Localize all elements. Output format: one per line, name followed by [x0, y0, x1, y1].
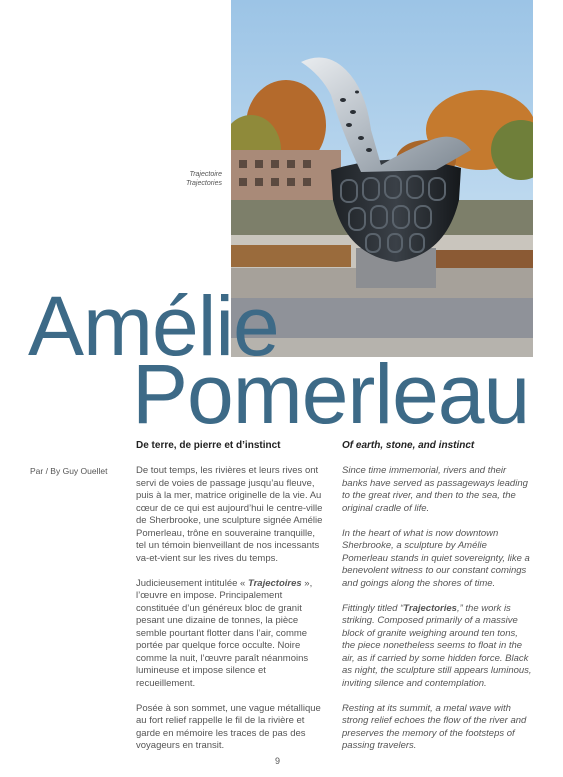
- english-work-title: Trajectories: [403, 602, 457, 614]
- english-heading: Of earth, stone, and instinct: [342, 440, 475, 451]
- french-column: [136, 440, 326, 765]
- artist-first-name: Amélie: [28, 279, 279, 373]
- photo-caption: [172, 170, 222, 188]
- english-paragraph-1: Since time immemorial, rivers and their banks have served as passageways leading to the great river, and then to the sea, the original cradle of life.: [342, 465, 528, 514]
- english-paragraph-3: Fittingly titled “Trajectories,” the work is striking. Composed primarily of a massive block of granite weighing around ten tons, the piece nonetheless seems to float in the air, as if carried by some hidden force. Black as night, the sculpture still appears luminous, inviting silence and contemplation.: [342, 602, 532, 689]
- page-number: 9: [275, 756, 281, 766]
- english-column: [342, 440, 532, 765]
- byline: Par / By Guy Ouellet: [30, 466, 108, 476]
- artist-last-name: Pomerleau: [132, 347, 530, 441]
- french-paragraph-2: Judicieusement intitulée « Trajectoires », l’œuvre en impose. Principalement constituée d’un généreux bloc de granit pesant une dizaine de tonnes, la pièce semble pourtant flotter dans l’air, comme portée par quelque force occulte. Noire comme la nuit, l’œuvre paraît néanmoins lumineuse et impose silence et recueillement.: [136, 577, 313, 689]
- photo-caption-fr: Trajectoire: [189, 171, 222, 178]
- french-paragraph-1: De tout temps, les rivières et leurs rives ont servi de voies de passage jusqu’au fleuve, puis à la mer, matrice originelle de la vie. Au cœur de ce qui est aujourd’hui le centre-ville de Sherbrooke, une sculpture signée Amélie Pomerleau, trône en souveraine tranquille, tel un témoin bienveillant de nos incessants va-et-vient sur les rives du temps.: [136, 465, 323, 564]
- photo-caption-en: Trajectories: [185, 180, 222, 187]
- english-paragraph-2: In the heart of what is now downtown Sherbrooke, a sculpture by Amélie Pomerleau stands in quiet sovereignty, like a benevolent witness to our constant comings and goings along the shores of time.: [342, 527, 530, 589]
- french-paragraph-3: Posée à son sommet, une vague métallique au fort relief rappelle le fil de la rivière et garde en mémoire les traces de pas des voyageurs en transit.: [136, 702, 321, 751]
- french-heading: De terre, de pierre et d’instinct: [136, 440, 281, 451]
- english-paragraph-4: Resting at its summit, a metal wave with strong relief echoes the flow of the river and preserves the memory of the footsteps of passing travelers.: [342, 702, 527, 751]
- french-work-title: Trajectoires: [247, 577, 302, 589]
